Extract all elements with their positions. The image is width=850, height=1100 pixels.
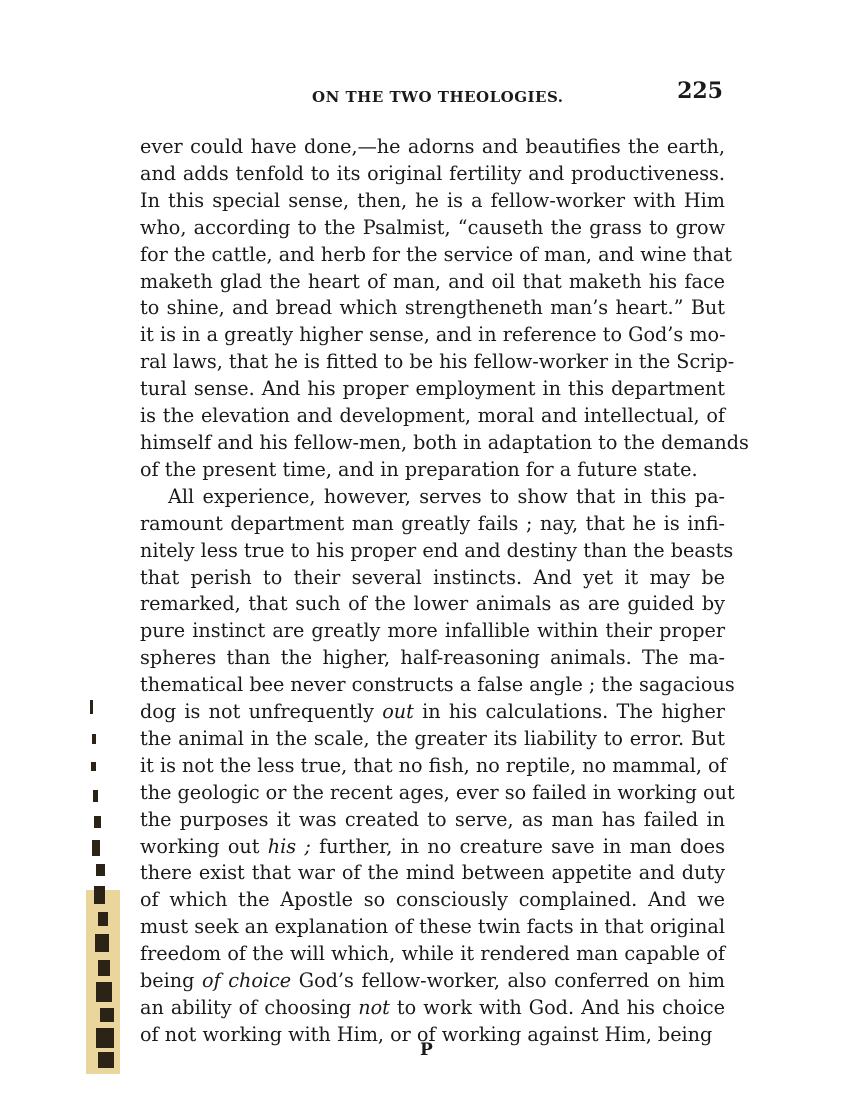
text-line: there exist that war of the mind between appetite and duty bbox=[140, 861, 725, 885]
text-line: remarked, that such of the lower animals as are guided by bbox=[140, 592, 725, 616]
text-segment: dog is not unfrequently bbox=[140, 700, 383, 724]
text-segment: God’s fellow-worker, also conferred on him bbox=[291, 969, 725, 993]
signature-mark: P bbox=[420, 1040, 433, 1060]
text-line: of not working with Him, or of working against Him, being bbox=[140, 1022, 713, 1046]
page-edge-strip bbox=[86, 690, 120, 1074]
text-line: the animal in the scale, the greater its liability to error. But bbox=[140, 726, 725, 750]
page-number: 225 bbox=[677, 78, 723, 104]
text-line: the geologic or the recent ages, ever so failed in working out bbox=[140, 780, 735, 804]
text-line: for the cattle, and herb for the service of man, and wine that bbox=[140, 242, 732, 266]
text-segment: being bbox=[140, 969, 203, 993]
text-line: All experience, however, serves to show that in this pa- bbox=[168, 484, 725, 508]
text-line: of which the Apostle so consciously complained. And we bbox=[140, 888, 725, 912]
text-line: thematical bee never constructs a false angle ; the sagacious bbox=[140, 673, 735, 697]
text-line: it is in a greatly higher sense, and in reference to God’s mo- bbox=[140, 323, 726, 347]
text-line: of the present time, and in preparation for a future state. bbox=[140, 457, 698, 481]
page-header bbox=[140, 76, 725, 108]
italic-segment: out bbox=[382, 700, 414, 724]
italic-segment: not bbox=[358, 996, 390, 1019]
text-segment: working out bbox=[140, 834, 268, 858]
text-line: ever could have done,—he adorns and beautifies the earth, bbox=[140, 135, 725, 158]
text-line: the purposes it was created to serve, as man has failed in bbox=[140, 807, 725, 831]
text-line: maketh glad the heart of man, and oil that maketh his face bbox=[140, 269, 725, 293]
text-line: himself and his fellow-men, both in adaptation to the demands bbox=[140, 430, 749, 454]
text-line: In this special sense, then, he is a fellow-worker with Him bbox=[140, 188, 725, 212]
text-line: freedom of the will which, while it rendered man capable of bbox=[140, 942, 725, 966]
body-text bbox=[140, 134, 749, 1049]
text-line bbox=[140, 995, 725, 1022]
text-line: who, according to the Psalmist, “causeth the grass to grow bbox=[140, 215, 725, 239]
text-line: must seek an explanation of these twin facts in that original bbox=[140, 915, 725, 939]
text-line bbox=[140, 968, 725, 995]
text-line: is the elevation and development, moral and intellectual, of bbox=[140, 404, 725, 428]
text-line: spheres than the higher, half-reasoning animals. The ma- bbox=[140, 646, 725, 670]
text-line bbox=[140, 699, 725, 726]
text-segment: an ability of choosing bbox=[140, 996, 359, 1019]
text-line: it is not the less true, that no fish, no reptile, no mammal, of bbox=[140, 753, 727, 777]
text-segment: in his calculations. The higher bbox=[413, 700, 725, 724]
text-line: ramount department man greatly fails ; nay, that he is infi- bbox=[140, 511, 725, 535]
text-line: to shine, and bread which strengtheneth man’s heart.” But bbox=[140, 296, 725, 320]
running-head: ON THE TWO THEOLOGIES. bbox=[312, 88, 564, 106]
text-line: tural sense. And his proper employment in this department bbox=[140, 377, 725, 401]
text-segment: further, in no creature save in man does bbox=[310, 834, 725, 858]
italic-segment: his ; bbox=[267, 834, 311, 858]
text-line bbox=[140, 834, 725, 861]
text-line: and adds tenfold to its original fertility and productiveness. bbox=[140, 161, 725, 185]
text-line: that perish to their several instincts. And yet it may be bbox=[140, 565, 725, 589]
italic-segment: of choice bbox=[202, 969, 292, 993]
text-segment: to work with God. And his choice bbox=[389, 996, 725, 1019]
text-line: nitely less true to his proper end and destiny than the beasts bbox=[140, 538, 734, 562]
text-line: ral laws, that he is fitted to be his fellow-worker in the Scrip- bbox=[140, 350, 735, 374]
text-line: pure instinct are greatly more infallible within their proper bbox=[140, 619, 725, 643]
